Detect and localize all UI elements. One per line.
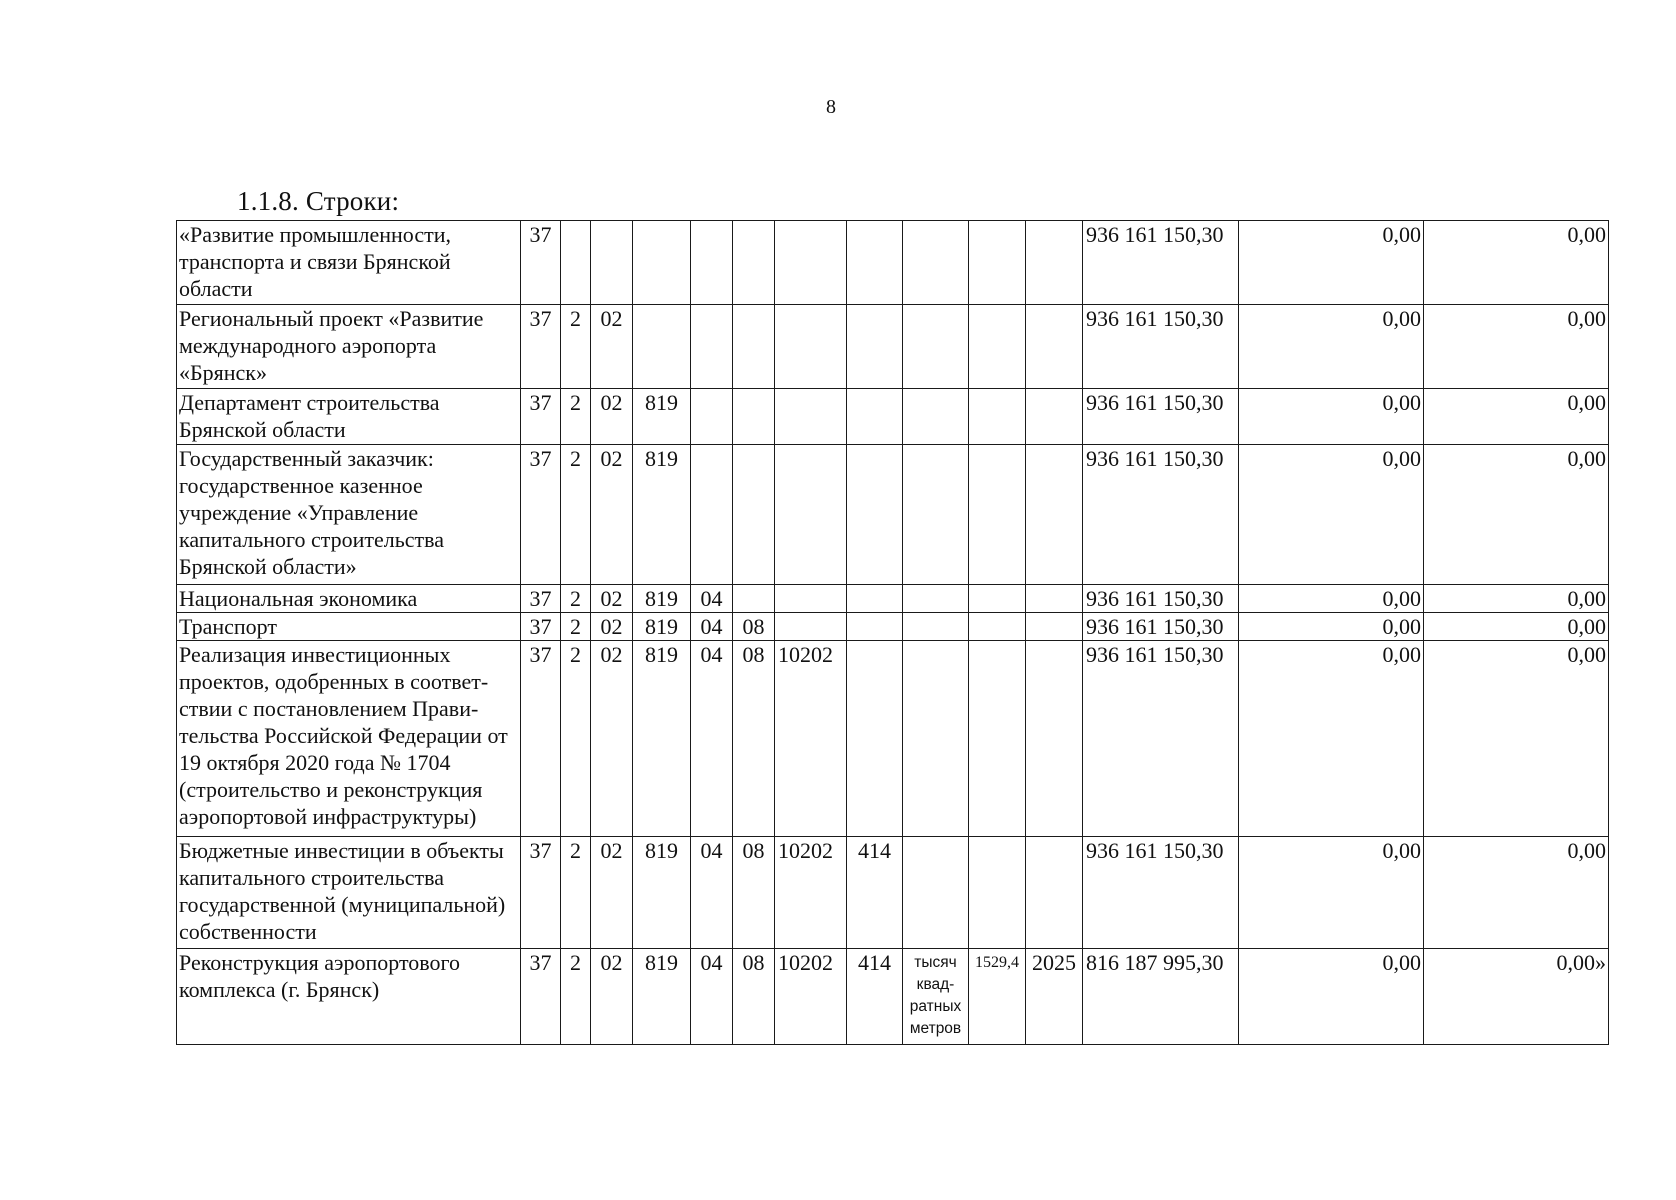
cell-section [691,445,733,585]
cell-event: 02 [591,389,633,445]
cell-expense [847,221,903,305]
cell-section: 04 [691,949,733,1045]
row-name: Национальная экономика [177,585,521,613]
cell-capacity [969,445,1026,585]
table-row [177,949,1609,1045]
cell-subprogram [561,221,591,305]
table-row [177,641,1609,837]
row-name: Региональный проект «Развитие международного аэропорта «Брянск» [177,305,521,389]
cell-unit [903,305,969,389]
cell-amount-3: 0,00 [1424,585,1609,613]
cell-amount-2: 0,00 [1239,641,1424,837]
row-name: «Развитие промышленности, транспорта и связи Брянской области [177,221,521,305]
cell-amount-2: 0,00 [1239,585,1424,613]
cell-grbs: 819 [633,837,691,949]
cell-amount-2: 0,00 [1239,837,1424,949]
cell-unit [903,613,969,641]
cell-amount-2: 0,00 [1239,613,1424,641]
cell-subprogram: 2 [561,837,591,949]
cell-amount-1: 936 161 150,30 [1083,837,1239,949]
cell-amount-3: 0,00» [1424,949,1609,1045]
cell-subprogram: 2 [561,445,591,585]
table-row [177,221,1609,305]
cell-amount-1: 936 161 150,30 [1083,585,1239,613]
table-row [177,613,1609,641]
cell-grbs: 819 [633,585,691,613]
cell-event: 02 [591,949,633,1045]
cell-subsection: 08 [733,613,775,641]
cell-section: 04 [691,585,733,613]
cell-capacity [969,585,1026,613]
cell-amount-3: 0,00 [1424,613,1609,641]
cell-subsection: 08 [733,641,775,837]
cell-event: 02 [591,613,633,641]
cell-event: 02 [591,445,633,585]
cell-program: 37 [521,305,561,389]
cell-amount-3: 0,00 [1424,641,1609,837]
cell-capacity [969,389,1026,445]
cell-expense [847,585,903,613]
cell-capacity [969,305,1026,389]
cell-amount-3: 0,00 [1424,389,1609,445]
cell-program: 37 [521,221,561,305]
cell-unit [903,389,969,445]
cell-unit [903,221,969,305]
cell-subsection [733,221,775,305]
cell-grbs: 819 [633,641,691,837]
cell-subprogram: 2 [561,949,591,1045]
cell-year [1026,305,1083,389]
cell-year [1026,641,1083,837]
cell-target [775,613,847,641]
cell-section: 04 [691,641,733,837]
cell-grbs [633,305,691,389]
cell-grbs: 819 [633,613,691,641]
cell-program: 37 [521,445,561,585]
cell-year [1026,613,1083,641]
cell-capacity [969,641,1026,837]
cell-grbs: 819 [633,445,691,585]
cell-amount-1: 936 161 150,30 [1083,613,1239,641]
cell-target [775,221,847,305]
cell-target: 10202 [775,949,847,1045]
page-number: 8 [826,96,836,118]
cell-year [1026,221,1083,305]
cell-target [775,585,847,613]
cell-section [691,389,733,445]
cell-unit [903,585,969,613]
cell-subsection [733,585,775,613]
row-name: Реконструкция аэропортового комплекса (г. Брянск) [177,949,521,1045]
row-name: Государственный заказчик: государственное казенное учреждение «Управление капитального строительства Брянской области» [177,445,521,585]
cell-grbs [633,221,691,305]
cell-amount-3: 0,00 [1424,837,1609,949]
cell-unit: тысяч квад-ратных метров [903,949,969,1045]
cell-expense [847,613,903,641]
cell-target [775,389,847,445]
cell-unit [903,837,969,949]
cell-year [1026,389,1083,445]
cell-program: 37 [521,641,561,837]
cell-event: 02 [591,585,633,613]
cell-subsection [733,305,775,389]
cell-year: 2025 [1026,949,1083,1045]
cell-amount-3: 0,00 [1424,305,1609,389]
cell-amount-2: 0,00 [1239,445,1424,585]
cell-capacity: 1529,4 [969,949,1026,1045]
cell-year [1026,585,1083,613]
cell-expense [847,641,903,837]
section-title: 1.1.8. Строки: [237,186,400,216]
cell-event [591,221,633,305]
cell-grbs: 819 [633,389,691,445]
cell-event: 02 [591,641,633,837]
cell-expense [847,389,903,445]
cell-event: 02 [591,305,633,389]
cell-section [691,305,733,389]
row-name: Реализация инвестиционных проектов, одобренных в соответ-ствии с постановлением Прави-тельства Российской Федерации от 19 октября 2020 года № 1704 (строительство и реконструкция аэропортовой инфраструктуры) [177,641,521,837]
cell-amount-1: 936 161 150,30 [1083,445,1239,585]
cell-program: 37 [521,389,561,445]
cell-section: 04 [691,613,733,641]
table-row [177,837,1609,949]
cell-amount-3: 0,00 [1424,445,1609,585]
cell-target [775,305,847,389]
cell-subsection [733,445,775,585]
cell-section [691,221,733,305]
cell-grbs: 819 [633,949,691,1045]
cell-amount-1: 936 161 150,30 [1083,305,1239,389]
cell-expense: 414 [847,949,903,1045]
cell-subprogram: 2 [561,305,591,389]
cell-amount-2: 0,00 [1239,305,1424,389]
cell-section: 04 [691,837,733,949]
cell-subprogram: 2 [561,389,591,445]
cell-year [1026,445,1083,585]
cell-subprogram: 2 [561,641,591,837]
cell-subsection: 08 [733,949,775,1045]
cell-program: 37 [521,837,561,949]
cell-target: 10202 [775,641,847,837]
cell-unit [903,641,969,837]
table-row [177,445,1609,585]
cell-amount-2: 0,00 [1239,949,1424,1045]
cell-subprogram: 2 [561,613,591,641]
table-row [177,305,1609,389]
cell-amount-2: 0,00 [1239,389,1424,445]
cell-amount-1: 936 161 150,30 [1083,221,1239,305]
cell-amount-1: 936 161 150,30 [1083,641,1239,837]
cell-amount-3: 0,00 [1424,221,1609,305]
table-row [177,389,1609,445]
row-name: Бюджетные инвестиции в объекты капитального строительства государственной (муниципальной) собственности [177,837,521,949]
row-name: Транспорт [177,613,521,641]
cell-expense: 414 [847,837,903,949]
cell-subsection [733,389,775,445]
cell-subsection: 08 [733,837,775,949]
cell-event: 02 [591,837,633,949]
budget-table [176,220,1609,1045]
cell-program: 37 [521,585,561,613]
cell-program: 37 [521,613,561,641]
cell-unit [903,445,969,585]
row-name: Департамент строительства Брянской области [177,389,521,445]
cell-year [1026,837,1083,949]
cell-target [775,445,847,585]
cell-capacity [969,837,1026,949]
table-row [177,585,1609,613]
cell-program: 37 [521,949,561,1045]
table-body [177,221,1609,1045]
cell-expense [847,445,903,585]
cell-amount-1: 936 161 150,30 [1083,389,1239,445]
cell-amount-2: 0,00 [1239,221,1424,305]
cell-target: 10202 [775,837,847,949]
cell-capacity [969,221,1026,305]
cell-capacity [969,613,1026,641]
cell-amount-1: 816 187 995,30 [1083,949,1239,1045]
cell-subprogram: 2 [561,585,591,613]
cell-expense [847,305,903,389]
